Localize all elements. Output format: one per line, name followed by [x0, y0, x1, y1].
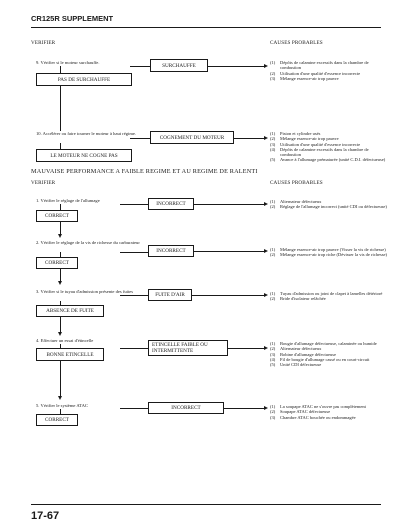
- step-3-causes: (1) Tuyau d'admission ou joint de clapet à lamelles détérioré (2) Bride d'isolateur relâchée: [270, 291, 383, 302]
- step-2-symptom: INCORRECT: [148, 245, 194, 257]
- step-1-causes: (1) Alternateur défectueux (2) Réglage de l'allumage incorrect (unité CDI ou défectueuse): [270, 199, 387, 210]
- flow-line: [120, 348, 148, 349]
- arrow-icon: [264, 346, 268, 350]
- step-3-text: 3. Vérifier si le tuyau d'admission présente des fuites: [36, 289, 134, 294]
- arrow-icon: [264, 202, 268, 206]
- step-10-result: LE MOTEUR NE COGNE PAS: [36, 149, 132, 162]
- flow-line: [60, 86, 61, 131]
- step-5-text: 5. Vérifier le système ATAC: [36, 403, 88, 408]
- step-10-symptom: COGNEMENT DU MOTEUR: [150, 131, 234, 144]
- step-9-text: 9. Vérifier si le moteur surchauffe.: [36, 60, 100, 65]
- flow-line: [234, 138, 264, 139]
- step-2-result: CORRECT: [36, 257, 78, 269]
- step-1-text: 1. Vérifier le réglage de l'allumage: [36, 198, 100, 203]
- step-3-symptom: FUITE D'AIR: [148, 289, 192, 301]
- page-title: CR125R SUPPLEMENT: [31, 14, 114, 23]
- step-1-result: CORRECT: [36, 210, 78, 222]
- flow-line: [130, 66, 150, 67]
- step-5-result: CORRECT: [36, 414, 78, 426]
- step-4-text: 4. Effectuer un essai d'étincelle: [36, 338, 94, 343]
- arrow-icon: [264, 136, 268, 140]
- flow-line: [120, 204, 148, 205]
- footer-rule: [31, 504, 381, 505]
- step-9-result: PAS DE SURCHAUFFE: [36, 73, 132, 86]
- flow-line: [228, 348, 264, 349]
- step-10-text: 10. Accélérer ou faire tourner le moteur à haut régime.: [36, 131, 137, 136]
- header-rule: [31, 27, 381, 28]
- flow-line: [208, 66, 264, 67]
- flow-line: [224, 408, 264, 409]
- arrow-icon: [264, 293, 268, 297]
- causes-header: CAUSES PROBABLES: [270, 180, 323, 186]
- arrow-icon: [264, 64, 268, 68]
- flow-line: [194, 204, 264, 205]
- step-2-causes: (1) Mélange essence-air trop pauvre (Visser la vis de richesse) (2) Mélange essence-air trop riche (Dévisser la vis de richesse): [270, 247, 387, 258]
- step-4-symptom: ETINCELLE FAIBLE OU INTERMITTENTE: [148, 340, 228, 356]
- flow-line: [130, 138, 150, 139]
- flow-line: [192, 295, 264, 296]
- step-2-text: 2. Vérifier le réglage de la vis de richesse du carburateur: [36, 240, 140, 245]
- step-5-causes: (1) La soupape ATAC ne s'ouvre pas complètement (2) Soupape ATAC défectueuse (3) Chambre ATAC bouchée ou endommagée: [270, 404, 366, 420]
- step-10-causes: (1) Piston et cylindre usés (2) Mélange essence-air trop pauvre (3) Utilisation d'une qualité d'essence incorrecte (4) Dépôts de calamine excessifs dans la chambre de combustion (5) Avance à l'allumage prématurée (unité C.D.I. défectueuse): [270, 131, 386, 163]
- flow-line: [120, 252, 148, 253]
- step-3-result: ABSENCE DE FUITE: [36, 305, 104, 317]
- flow-line: [120, 295, 148, 296]
- causes-header: CAUSES PROBABLES: [270, 40, 323, 46]
- page-number: 17-67: [31, 510, 60, 522]
- flow-line: [120, 408, 148, 409]
- arrow-icon: [58, 281, 62, 285]
- verify-header: VERIFIER: [31, 40, 56, 46]
- flow-line: [60, 361, 61, 398]
- step-9-symptom: SURCHAUFFE: [150, 59, 208, 72]
- arrow-icon: [58, 396, 62, 400]
- step-5-symptom: INCORRECT: [148, 402, 224, 414]
- step-1-symptom: INCORRECT: [148, 198, 194, 210]
- verify-header: VERIFIER: [31, 180, 56, 186]
- arrow-icon: [58, 332, 62, 336]
- step-4-causes: (1) Bougie d'allumage défectueuse, calaminée ou humide (2) Alternateur défectueux (3) Bobine d'allumage défectueuse (4) Fil de bougie d'allumage cassé ou en court-circuit (5) Unité CDI défectueuse: [270, 341, 377, 368]
- section-heading: MAUVAISE PERFORMANCE A FAIBLE REGIME ET AU REGIME DE RALENTI: [31, 168, 258, 175]
- arrow-icon: [58, 234, 62, 238]
- step-4-result: BONNE ETINCELLE: [36, 348, 104, 361]
- arrow-icon: [264, 406, 268, 410]
- step-9-causes: (1) Dépôts de calamine excessifs dans la chambre de combustion (2) Utilisation d'une qualité d'essence incorrecte (3) Mélange essence-air trop pauvre: [270, 60, 369, 81]
- arrow-icon: [264, 249, 268, 253]
- flow-line: [194, 251, 264, 252]
